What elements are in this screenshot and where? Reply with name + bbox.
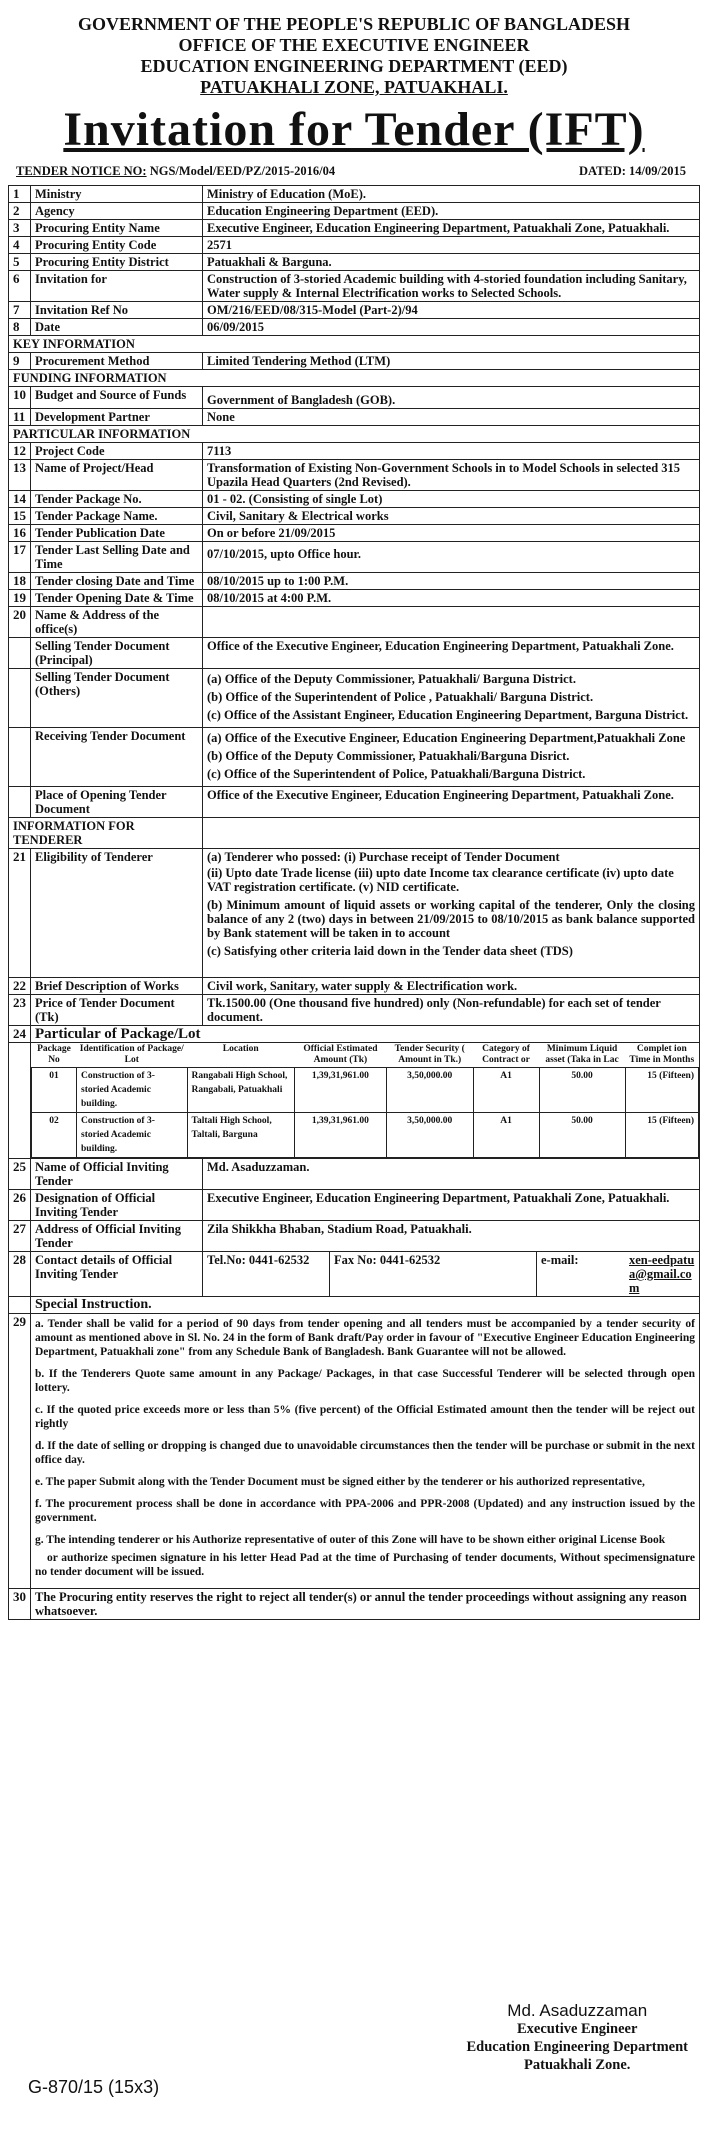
table-row [9,203,700,220]
row-value [203,1252,700,1297]
header-line-3: EDUCATION ENGINEERING DEPARTMENT (EED) [140,56,568,76]
row-value: Executive Engineer, Education Engineering Department, Patuakhali Zone, Patuakhali. [203,220,700,237]
column-header: Complet ion Time in Months [625,1043,698,1068]
column-header: Category of Contract or [473,1043,539,1068]
row-value: The Procuring entity reserves the right to reject all tender(s) or annul the tender proceedings without assigning any reason whatsoever. [31,1589,700,1620]
package-row [32,1068,699,1113]
row-label: Selling Tender Document (Others) [31,669,203,728]
row-number: 6 [9,271,31,302]
row-value: 7113 [203,443,700,460]
signatory-zone: Patuakhali Zone. [524,2057,631,2073]
table-row [9,1221,700,1252]
row-number-empty [9,728,31,787]
package-cell-value: 3,50,000.00 [386,1068,473,1113]
package-table-row [9,1043,700,1159]
row-number: 18 [9,573,31,590]
row-value [203,728,700,787]
table-row [9,607,700,638]
table-row [9,1026,700,1043]
row-number: 7 [9,302,31,319]
section-particular-information: PARTICULAR INFORMATION [9,426,700,443]
package-cell-value: A1 [473,1113,539,1158]
table-row [9,1190,700,1221]
row-label: Designation of Official Inviting Tender [31,1190,203,1221]
notice-label: TENDER NOTICE NO: [16,164,147,178]
package-cell-value: 15 (Fifteen) [625,1068,698,1113]
row-value: On or before 21/09/2015 [203,525,700,542]
section-heading-row [9,818,700,849]
row-value: Transformation of Existing Non-Government Schools in to Model Schools in selected 315 Upazila Head Quarters (2nd Revised). [203,460,700,491]
email-block [537,1252,699,1296]
row-label: Name of Project/Head [31,460,203,491]
table-row [9,460,700,491]
column-header: Minimum Liquid asset (Taka in Lac [539,1043,625,1068]
row-label: Date [31,319,203,336]
table-row [9,319,700,336]
row-value: Ministry of Education (MoE). [203,186,700,203]
table-row [9,220,700,237]
table-row [9,573,700,590]
row-number: 16 [9,525,31,542]
row-value: Patuakhali & Barguna. [203,254,700,271]
row-value: 08/10/2015 up to 1:00 P.M. [203,573,700,590]
package-cell-value: 15 (Fifteen) [625,1113,698,1158]
row-number-empty [9,669,31,728]
row-label: Price of Tender Document (Tk) [31,995,203,1026]
notice-number [16,164,335,179]
row-number: 30 [9,1589,31,1620]
footer-code: G-870/15 (15x3) [28,2077,160,2097]
table-row [9,995,700,1026]
row-value: Limited Tendering Method (LTM) [203,353,700,370]
row-value: 01 - 02. (Consisting of single Lot) [203,491,700,508]
row-number-empty [9,1043,31,1159]
row-number: 8 [9,319,31,336]
office-item: (c) Office of the Assistant Engineer, Education Engineering Department, Barguna District. [207,708,689,722]
row-number: 5 [9,254,31,271]
notice-value: NGS/Model/EED/PZ/2015-2016/04 [149,164,336,178]
row-value: Education Engineering Department (EED). [203,203,700,220]
table-row [9,443,700,460]
package-cell-value: 02 [32,1113,77,1158]
row-number: 28 [9,1252,31,1297]
page-title: Invitation for Tender (IFT) [63,103,645,156]
table-row [9,849,700,978]
row-value: None [203,409,700,426]
package-cell-value: Rangabali High School, Rangabali, Patuakhali [187,1068,294,1113]
table-row [9,787,700,818]
row-label: Contact details of Official Inviting Tender [31,1252,203,1297]
row-label: Tender Opening Date & Time [31,590,203,607]
row-number: 12 [9,443,31,460]
row-value [203,849,700,978]
column-header: Location [187,1043,294,1068]
email-label: e-mail: [541,1253,579,1267]
row-label: Procuring Entity Code [31,237,203,254]
row-label: Tender Package No. [31,491,203,508]
table-row [9,1159,700,1190]
row-number: 10 [9,387,31,409]
row-number: 26 [9,1190,31,1221]
column-header: Tender Security ( Amount in Tk.) [386,1043,473,1068]
row-number: 1 [9,186,31,203]
row-number: 24 [9,1026,31,1043]
instruction-item: g. The intending tenderer or his Authorize representative of outer of this Zone will have to be shown either original License Book [35,1534,666,1546]
row-label: Development Partner [31,409,203,426]
table-row [9,978,700,995]
contact-details [203,1252,699,1296]
row-value: Civil work, Sanitary, water supply & Electrification work. [203,978,700,995]
row-value: Civil, Sanitary & Electrical works [203,508,700,525]
table-row [9,491,700,508]
row-number: 17 [9,542,31,573]
row-number: 23 [9,995,31,1026]
row-label: Procurement Method [31,353,203,370]
row-value [203,669,700,728]
row-value-empty [203,607,700,638]
row-number-empty [9,638,31,669]
row-value: Tk.1500.00 (One thousand five hundred) only (Non-refundable) for each set of tender document. [203,995,700,1026]
table-row [9,728,700,787]
row-number: 4 [9,237,31,254]
column-header: Package No [32,1043,77,1068]
package-table [31,1043,699,1158]
table-row [9,542,700,573]
column-header: Official Estimated Amount (Tk) [294,1043,386,1068]
office-item: (b) Office of the Superintendent of Police , Patuakhali/ Barguna District. [207,690,594,704]
eligibility-item: (c) Satisfying other criteria laid down in the Tender data sheet (TDS) [207,944,573,958]
row-value: Office of the Executive Engineer, Education Engineering Department, Patuakhali Zone. [203,638,700,669]
row-number: 9 [9,353,31,370]
special-instructions [31,1314,700,1589]
package-header-row [32,1043,699,1068]
row-label: Ministry [31,186,203,203]
signatory-name: Md. Asaduzzaman [507,2001,648,2020]
package-cell-value: 50.00 [539,1113,625,1158]
eligibility-item: (a) Tenderer who possed: (i) Purchase receipt of Tender Document [207,850,560,864]
instruction-item: or authorize specimen signature in his letter Head Pad at the time of Purchasing of tender documents, Without specimensignature no tender document will be issued. [35,1552,695,1578]
office-item: (a) Office of the Deputy Commissioner, Patuakhali/ Barguna District. [207,672,576,686]
row-value: Zila Shikkha Bhaban, Stadium Road, Patuakhali. [203,1221,700,1252]
table-row [9,1252,700,1297]
row-label: Eligibility of Tenderer [31,849,203,978]
row-label: Tender Last Selling Date and Time [31,542,203,573]
telephone-number: Tel.No: 0441-62532 [203,1252,330,1296]
row-label: Budget and Source of Funds [31,387,203,409]
instruction-item: a. Tender shall be valid for a period of 90 days from tender opening and all tenders must be accompanied by a tender security of amount as mentioned above in Sl. No. 24 in the form of Bank draft/Pay order in favour of "Executive Engineer Education Engineering Department, Patuakhali zone" from any Schedule Bank of Bangladesh. Bank Guarantee will not be allowed. [35,1318,695,1358]
section-key-information: KEY INFORMATION [9,336,700,353]
tender-notice-page [8,0,700,2097]
row-value: Construction of 3-storied Academic building with 4-storied foundation including Sanitary, Water supply & Internal Electrification works to Selected Schools. [203,271,700,302]
table-row [9,409,700,426]
eligibility-item: (b) Minimum amount of liquid assets or working capital of the tenderer, Only the closing balance of any 2 (two) days in between 21/09/2015 to 08/10/2015 as bank balance supported by Bank statement will be taken in to account [207,898,695,940]
header-line-2: OFFICE OF THE EXECUTIVE ENGINEER [178,35,530,55]
table-row [9,186,700,203]
row-number: 11 [9,409,31,426]
row-value: 2571 [203,237,700,254]
package-cell-value: 1,39,31,961.00 [294,1113,386,1158]
notice-line [8,164,700,179]
eligibility-item: (ii) Upto date Trade license (iii) upto date Income tax clearance certificate (iv) upto date VAT registration certificate. (v) NID certificate. [207,866,674,894]
row-number: 3 [9,220,31,237]
row-value: 07/10/2015, upto Office hour. [203,542,700,573]
row-number: 14 [9,491,31,508]
package-cell-value: 01 [32,1068,77,1113]
instruction-item: d. If the date of selling or dropping is changed due to unavoidable circumstances then the tender will be purchase or submit in the next office day. [35,1440,695,1466]
row-number: 13 [9,460,31,491]
row-label: Tender closing Date and Time [31,573,203,590]
office-item: (c) Office of the Superintendent of Police, Patuakhali/Barguna District. [207,767,586,781]
table-row [9,525,700,542]
header-line-1: GOVERNMENT OF THE PEOPLE'S REPUBLIC OF BANGLADESH [77,14,631,34]
row-number: 25 [9,1159,31,1190]
instruction-item: e. The paper Submit along with the Tender Document must be signed either by the tenderer or his authorized representative, [35,1476,645,1488]
package-cell-value: 3,50,000.00 [386,1113,473,1158]
row-label: Place of Opening Tender Document [31,787,203,818]
package-cell-value: 50.00 [539,1068,625,1113]
signatory-title: Executive Engineer [517,2021,638,2037]
row-value: Executive Engineer, Education Engineering Department, Patuakhali Zone, Patuakhali. [203,1190,700,1221]
section-heading-row [9,336,700,353]
section-information-for-tenderer: INFORMATION FOR TENDERER [9,818,203,849]
row-number-empty [9,787,31,818]
row-value: 06/09/2015 [203,319,700,336]
section-heading-row [9,426,700,443]
section-special-instruction: Special Instruction. [31,1297,700,1314]
tender-info-table [8,185,700,1620]
row-value: 08/10/2015 at 4:00 P.M. [203,590,700,607]
table-row [9,353,700,370]
row-value: Government of Bangladesh (GOB). [203,387,700,409]
document-header [8,14,700,98]
fax-number: Fax No: 0441-62532 [330,1252,537,1296]
row-label: Receiving Tender Document [31,728,203,787]
row-number: 19 [9,590,31,607]
row-number: 27 [9,1221,31,1252]
package-row [32,1113,699,1158]
row-number: 29 [9,1314,31,1589]
row-label: Brief Description of Works [31,978,203,995]
package-cell-value: Taltali High School, Taltali, Barguna [187,1113,294,1158]
table-row [9,669,700,728]
row-label: Tender Package Name. [31,508,203,525]
table-row [9,508,700,525]
table-row [9,254,700,271]
notice-date: DATED: 14/09/2015 [578,164,686,178]
row-label: Particular of Package/Lot [31,1026,700,1043]
row-number: 2 [9,203,31,220]
email-link[interactable]: xen-eedpatua@gmail.com [629,1253,695,1295]
instruction-item: f. The procurement process shall be done in accordance with PPA-2006 and PPR-2008 (Updated) and any instruction issued by the government. [35,1498,695,1524]
package-cell [31,1043,700,1159]
row-number: 21 [9,849,31,978]
row-label: Invitation for [31,271,203,302]
section-funding-information: FUNDING INFORMATION [9,370,700,387]
package-cell-value: A1 [473,1068,539,1113]
row-number: 20 [9,607,31,638]
instruction-item: c. If the quoted price exceeds more or less than 5% (five percent) of the Official Estimated amount then the tender will be reject out rightly [35,1404,695,1430]
row-number: 22 [9,978,31,995]
signature-block [466,2002,688,2074]
row-label: Project Code [31,443,203,460]
row-label: Address of Official Inviting Tender [31,1221,203,1252]
row-label: Name & Address of the office(s) [31,607,203,638]
header-line-4: PATUAKHALI ZONE, PATUAKHALI. [200,77,508,97]
row-number: 15 [9,508,31,525]
signatory-department: Education Engineering Department [466,2039,688,2055]
table-row [9,387,700,409]
office-item: (b) Office of the Deputy Commissioner, Patuakhali/Barguna Disrict. [207,749,570,763]
row-label: Agency [31,203,203,220]
package-cell-value: 1,39,31,961.00 [294,1068,386,1113]
section-heading-row [9,370,700,387]
row-label: Procuring Entity Name [31,220,203,237]
package-cell-value: Construction of 3-storied Academic building. [77,1113,188,1158]
table-row [9,638,700,669]
row-label: Selling Tender Document (Principal) [31,638,203,669]
row-value: OM/216/EED/08/315-Model (Part-2)/94 [203,302,700,319]
table-row [9,590,700,607]
column-header: Identification of Package/ Lot [77,1043,188,1068]
row-label: Tender Publication Date [31,525,203,542]
row-number-empty [9,1297,31,1314]
row-value: Md. Asaduzzaman. [203,1159,700,1190]
table-row [9,302,700,319]
office-item: (a) Office of the Executive Engineer, Education Engineering Department,Patuakhali Zone [207,731,686,745]
row-value: Office of the Executive Engineer, Education Engineering Department, Patuakhali Zone. [203,787,700,818]
package-cell-value: Construction of 3-storied Academic building. [77,1068,188,1113]
table-row [9,1314,700,1589]
row-value-empty [203,818,700,849]
table-row [9,1589,700,1620]
row-label: Invitation Ref No [31,302,203,319]
table-row [9,271,700,302]
instruction-item: b. If the Tenderers Quote same amount in any Package/ Packages, in that case Successful Tenderer will be selected through open lottery. [35,1368,695,1394]
table-row [9,237,700,254]
row-label: Procuring Entity District [31,254,203,271]
section-heading-row [9,1297,700,1314]
row-label: Name of Official Inviting Tender [31,1159,203,1190]
